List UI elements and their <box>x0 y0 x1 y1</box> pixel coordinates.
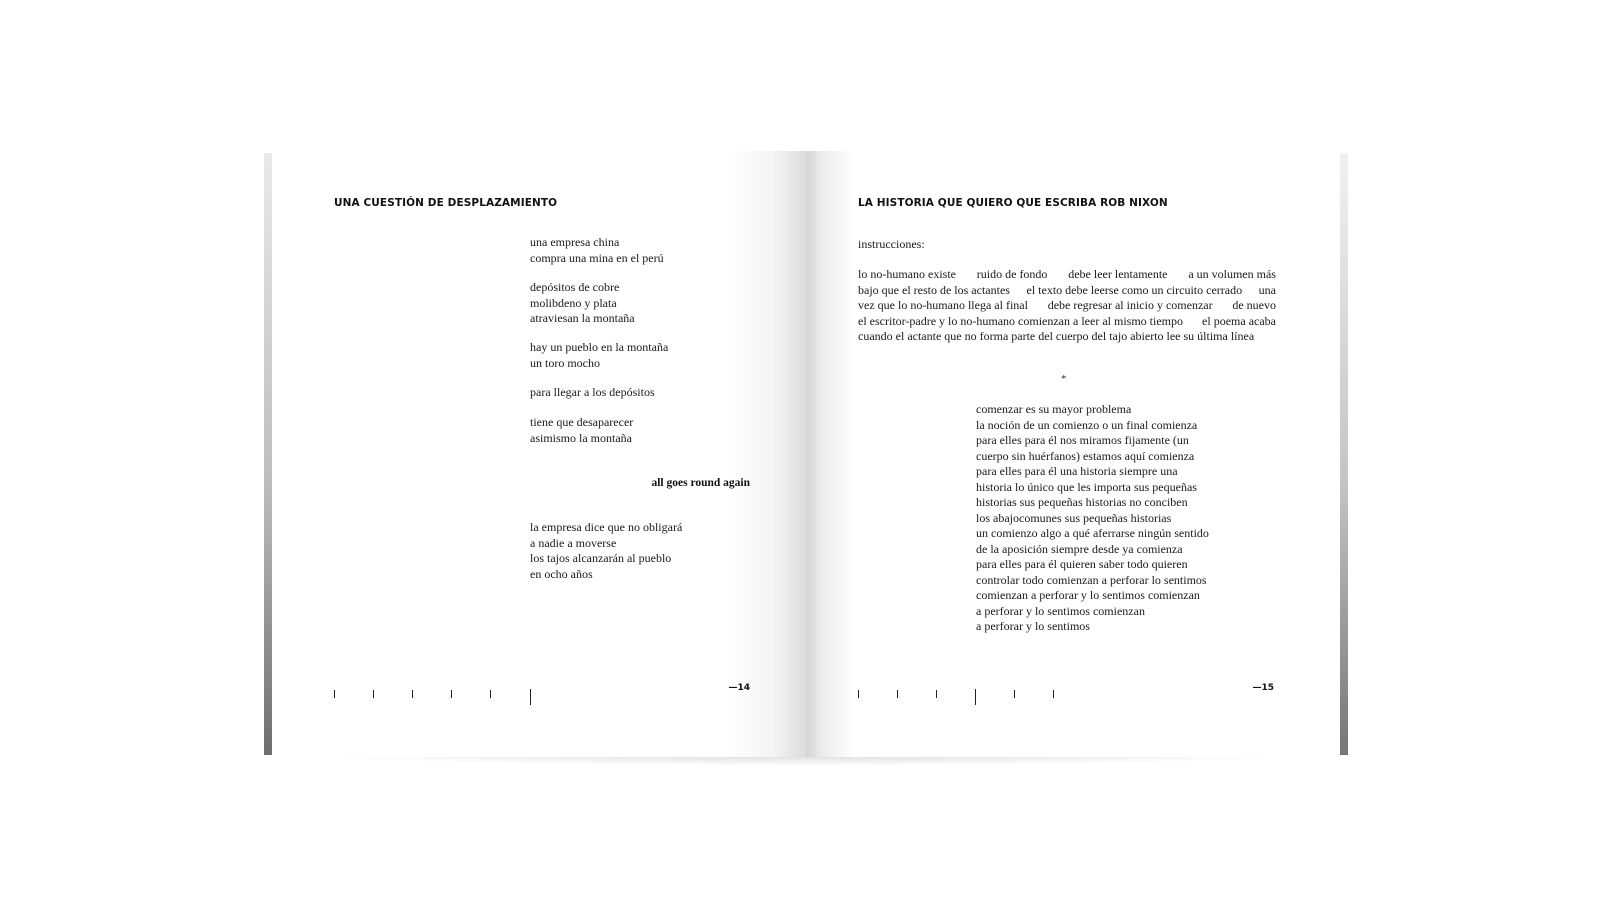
tick-mark <box>897 690 898 698</box>
stanza-2 <box>530 280 635 327</box>
tick-mark-highlight <box>530 689 531 705</box>
section-separator: * <box>1061 373 1067 385</box>
tick-mark <box>936 690 937 698</box>
poem-line: tiene que desaparecer <box>530 415 634 429</box>
instruction-fragment: el texto debe leerse como un circuito cerrado <box>1026 282 1243 297</box>
tick-mark <box>412 690 413 698</box>
left-page <box>272 151 806 757</box>
poem-line: controlar todo comienzan a perforar lo sentimos <box>976 572 1207 587</box>
instruction-fragment: ruido de fondo <box>976 267 1048 281</box>
instructions-line <box>858 329 1276 345</box>
poem-line: molibdeno y plata <box>530 295 617 310</box>
final-stanza <box>530 520 682 582</box>
poem-line: para elles para él una historia siempre una <box>976 464 1178 478</box>
poem-line: en ocho años <box>530 566 593 581</box>
poem-line: asimismo la montaña <box>530 430 632 445</box>
instruction-fragment: de nuevo <box>1232 298 1276 312</box>
poem-line: a nadie a moverse <box>530 535 617 550</box>
instruction-fragment: debe regresar al inicio y comenzar <box>1047 298 1213 312</box>
tick-mark <box>373 690 374 698</box>
right-page-title: LA HISTORIA QUE QUIERO QUE ESCRIBA ROB NIXON <box>858 197 1168 209</box>
tick-mark <box>1053 690 1054 698</box>
poem-line: comenzar es su mayor problema <box>976 402 1132 416</box>
poem-line: un comienzo algo a qué aferrarse ningún sentido <box>976 526 1209 540</box>
instruction-fragment: bajo que el resto de los actantes <box>858 282 1010 297</box>
book-spread <box>272 151 1340 757</box>
instruction-fragment: el poema acaba <box>1202 313 1276 328</box>
tick-mark-highlight <box>975 689 976 705</box>
instruction-fragment: debe leer lentamente <box>1068 267 1168 281</box>
instruction-fragment: a un volumen más <box>1188 267 1276 281</box>
instructions-line <box>858 267 1276 283</box>
tick-mark <box>451 690 452 698</box>
left-page-number: —14 <box>728 683 750 693</box>
poem-line: para llegar a los depósitos <box>530 385 655 399</box>
poem-line: comienzan a perforar y lo sentimos comienzan <box>976 588 1200 602</box>
stanza-4 <box>530 385 655 401</box>
instructions-body <box>858 267 1276 345</box>
right-page-number: —15 <box>1252 683 1274 693</box>
instruction-fragment: vez que lo no-humano llega al final <box>858 298 1028 312</box>
right-page-stack-edge <box>1339 153 1348 755</box>
poem-line: compra una mina en el perú <box>530 250 664 265</box>
instruction-fragment: lo no-humano existe <box>858 267 956 281</box>
poem-line: depósitos de cobre <box>530 280 620 294</box>
right-page <box>806 151 1340 757</box>
stanza-3 <box>530 340 668 371</box>
poem-line: una empresa china <box>530 235 620 249</box>
tick-mark <box>858 690 859 698</box>
instruction-fragment: el escritor-padre y lo no-humano comienzan a leer al mismo tiempo <box>858 313 1183 328</box>
tick-mark <box>1014 690 1015 698</box>
poem-line: un toro mocho <box>530 355 600 370</box>
instructions-label: instrucciones: <box>858 237 925 251</box>
instruction-fragment: una <box>1258 282 1276 297</box>
poem-line: de la aposición siempre desde ya comienza <box>976 541 1183 556</box>
right-poem <box>976 402 1209 635</box>
tick-mark <box>334 690 335 698</box>
poem-line: para elles para él nos miramos fijamente (un <box>976 433 1189 447</box>
instruction-fragment: cuando el actante que no forma parte del cuerpo del tajo abierto lee su última línea <box>858 329 1255 343</box>
poem-line: la noción de un comienzo o un final comienza <box>976 417 1198 432</box>
poem-line: cuerpo sin huérfanos) estamos aquí comienza <box>976 448 1195 463</box>
left-page-title: UNA CUESTIÓN DE DESPLAZAMIENTO <box>334 197 558 209</box>
poem-line: los abajocomunes sus pequeñas historias <box>976 510 1172 525</box>
tick-mark <box>490 690 491 698</box>
poem-line: para elles para él quieren saber todo quieren <box>976 557 1188 571</box>
refrain: all goes round again <box>651 477 750 489</box>
poem-line: hay un pueblo en la montaña <box>530 340 669 354</box>
poem-line: los tajos alcanzarán al pueblo <box>530 551 672 565</box>
poem-line: a perforar y lo sentimos <box>976 619 1090 633</box>
poem-line: atraviesan la montaña <box>530 311 635 325</box>
instructions-line <box>858 283 1276 299</box>
poem-line: a perforar y lo sentimos comienzan <box>976 603 1145 618</box>
instructions-line <box>858 298 1276 314</box>
stanza-1 <box>530 235 664 266</box>
instructions-line <box>858 314 1276 330</box>
poem-line: la empresa dice que no obligará <box>530 520 683 534</box>
stanza-5 <box>530 415 633 446</box>
poem-line: historia lo único que les importa sus pequeñas <box>976 479 1197 494</box>
poem-line: historias sus pequeñas historias no conciben <box>976 495 1188 509</box>
